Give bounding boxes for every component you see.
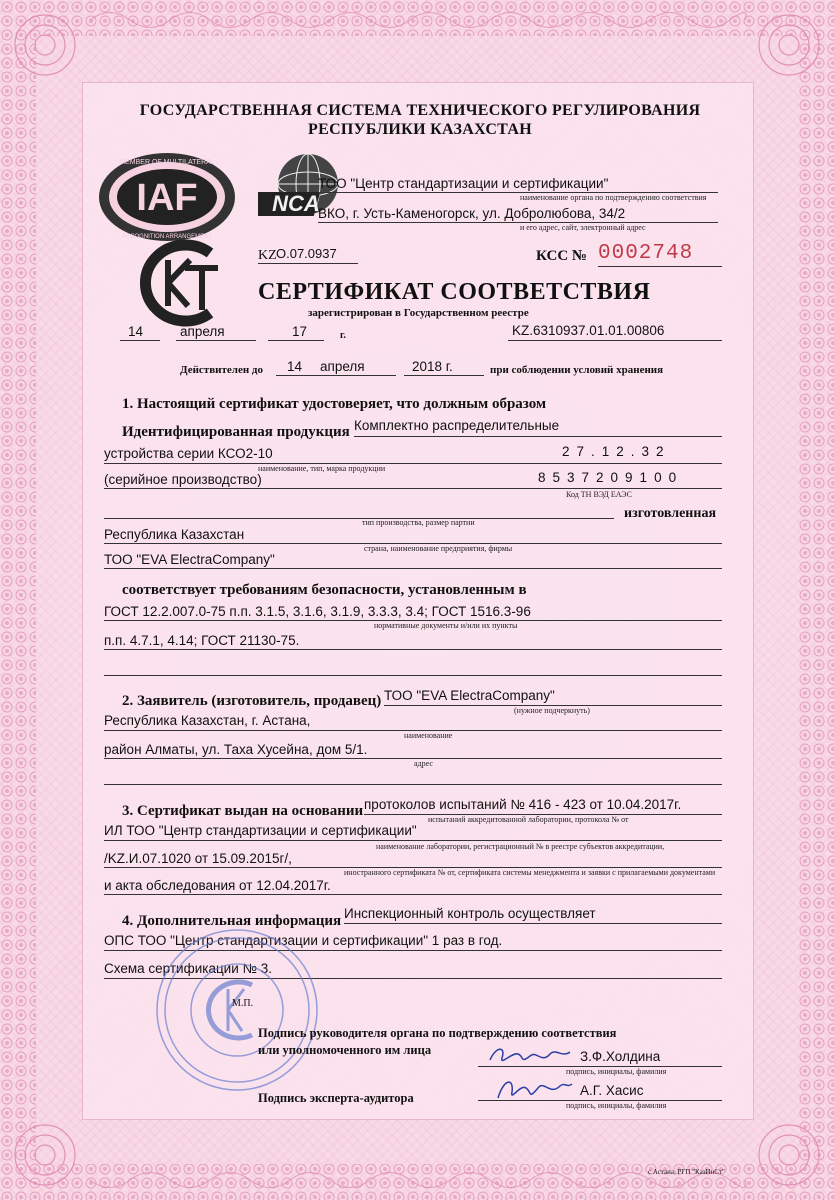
- valid-until-condition: при соблюдении условий хранения: [490, 364, 664, 376]
- iaf-top-text: MEMBER OF MULTILATERAL: [119, 159, 215, 166]
- valid-until-year: 2018 г.: [412, 359, 453, 374]
- company: ТОО "EVA ElectraCompany": [104, 552, 275, 567]
- product-line2: устройства серии КСО2-10: [104, 446, 273, 461]
- made-label: изготовленная: [624, 506, 717, 521]
- basis-line4: и акта обследования от 12.04.2017г.: [104, 878, 331, 893]
- iaf-main-text: IAF: [136, 177, 198, 219]
- issue-day: 14: [128, 324, 144, 339]
- issue-month: апреля: [180, 324, 225, 339]
- issue-year-suffix: г.: [340, 330, 346, 341]
- section4-heading: 4. Дополнительная информация: [122, 913, 342, 929]
- country-caption: страна, наименование предприятия, фирмы: [364, 544, 513, 553]
- footer-printer: с Астана, РГП "КазИнСт": [648, 1168, 725, 1176]
- valid-until-day: 14: [287, 359, 303, 374]
- expert-caption: подпись, инициалы, фамилия: [566, 1101, 667, 1110]
- product-line1: Комплектно распределительные: [354, 418, 560, 433]
- kz-conformity-mark: [130, 238, 230, 328]
- product-code2: 8537209100: [538, 470, 684, 485]
- applicant-address-line2: район Алматы, ул. Таха Хусейна, дом 5/1.: [104, 742, 368, 757]
- kss-number: 0002748: [598, 242, 694, 265]
- expert-signature-label: Подпись эксперта-аудитора: [258, 1091, 414, 1105]
- applicant-address-caption2: адрес: [414, 759, 433, 768]
- nca-text: NCA: [272, 191, 320, 216]
- standards-line2: п.п. 4.7.1, 4.14; ГОСТ 21130-75.: [104, 633, 300, 648]
- header-line1: ГОСУДАРСТВЕННАЯ СИСТЕМА ТЕХНИЧЕСКОГО РЕГУЛИРОВАНИЯ: [139, 102, 701, 119]
- iaf-bottom-text: RECOGNITION ARRANGEMENT: [121, 234, 213, 240]
- reg-number: О.07.0937: [276, 246, 337, 261]
- standards-caption: нормативные документы и/или их пункты: [374, 621, 518, 630]
- stamp-label: М.П.: [232, 998, 254, 1009]
- country: Республика Казахстан: [104, 527, 245, 542]
- reg-prefix: KZ: [258, 248, 277, 263]
- applicant-name: ТОО "EVA ElectraCompany": [384, 688, 555, 703]
- expert-name: А.Г. Хасис: [580, 1083, 644, 1098]
- valid-until-month: апреля: [320, 359, 365, 374]
- valid-until-label: Действителен до: [180, 364, 263, 376]
- issue-year: 17: [292, 324, 308, 339]
- header-line2: РЕСПУБЛИКИ КАЗАХСТАН: [308, 121, 532, 138]
- production-caption: тип производства, размер партии: [362, 518, 475, 527]
- applicant-name-caption: (нужное подчеркнуть): [514, 706, 590, 715]
- basis-line2: ИЛ ТОО "Центр стандартизации и сертификации": [104, 823, 417, 838]
- code2-caption: Код ТН ВЭД ЕАЭС: [566, 490, 632, 499]
- conformity-text: соответствует требованиям безопасности, установленным в: [122, 582, 527, 598]
- standards-line1: ГОСТ 12.2.007.0-75 п.п. 3.1.5, 3.1.6, 3.1.9, 3.3.3, 3.4; ГОСТ 1516.3-96: [104, 604, 531, 619]
- basis-line1: протоколов испытаний № 416 - 423 от 10.04.2017г.: [364, 797, 682, 812]
- section1-heading: 1. Настоящий сертификат удостоверяет, что должным образом: [122, 396, 547, 412]
- head-signature-label2: или уполномоченного им лица: [258, 1043, 432, 1057]
- basis-caption3: иностранного сертификата № от, сертификата системы менеджмента и заявки с прилагаемыми документами: [344, 868, 716, 877]
- additional-line2: ОПС ТОО "Центр стандартизации и сертификации" 1 раз в год.: [104, 933, 503, 948]
- head-signature-label1: Подпись руководителя органа по подтверждению соответствия: [258, 1026, 617, 1040]
- production-type: (серийное производство): [104, 472, 262, 487]
- additional-line3: Схема сертификации № 3.: [104, 961, 273, 976]
- organ-address-caption: и его адрес, сайт, электронный адрес: [520, 223, 646, 232]
- basis-line3: /KZ.И.07.1020 от 15.09.2015г/,: [104, 851, 292, 866]
- basis-caption1: испытаний аккредитованной лаборатории, протокола № от: [428, 815, 629, 824]
- certificate-subtitle: зарегистрирован в Государственном реестре: [308, 307, 529, 319]
- product-code1: 27.12.32: [562, 444, 671, 459]
- organ-address: ВКО, г. Усть-Каменогорск, ул. Добролюбова, 34/2: [318, 206, 626, 221]
- kss-label: КСС №: [536, 248, 587, 264]
- applicant-address-caption1: наименование: [404, 731, 453, 740]
- iaf-logo: [96, 150, 238, 245]
- section2-heading: 2. Заявитель (изготовитель, продавец): [122, 693, 382, 709]
- organ-name: ТОО "Центр стандартизации и сертификации": [318, 176, 609, 191]
- head-caption: подпись, инициалы, фамилия: [566, 1067, 667, 1076]
- certificate-title: СЕРТИФИКАТ СООТВЕТСТВИЯ: [258, 279, 651, 305]
- basis-caption2: наименование лаборатории, регистрационный № в реестре субъектов аккредитации,: [376, 842, 665, 851]
- applicant-address-line1: Республика Казахстан, г. Астана,: [104, 713, 311, 728]
- section3-heading: 3. Сертификат выдан на основании: [122, 803, 364, 819]
- head-name: З.Ф.Холдина: [580, 1049, 661, 1064]
- organ-name-caption: наименование органа по подтверждению соответствия: [520, 193, 707, 202]
- product-caption: наименование, тип, марка продукции: [258, 464, 386, 473]
- official-stamp: [152, 925, 322, 1095]
- product-label: Идентифицированная продукция: [122, 424, 350, 440]
- additional-line1: Инспекционный контроль осуществляет: [344, 906, 596, 921]
- registry-number: KZ.6310937.01.01.00806: [512, 323, 665, 338]
